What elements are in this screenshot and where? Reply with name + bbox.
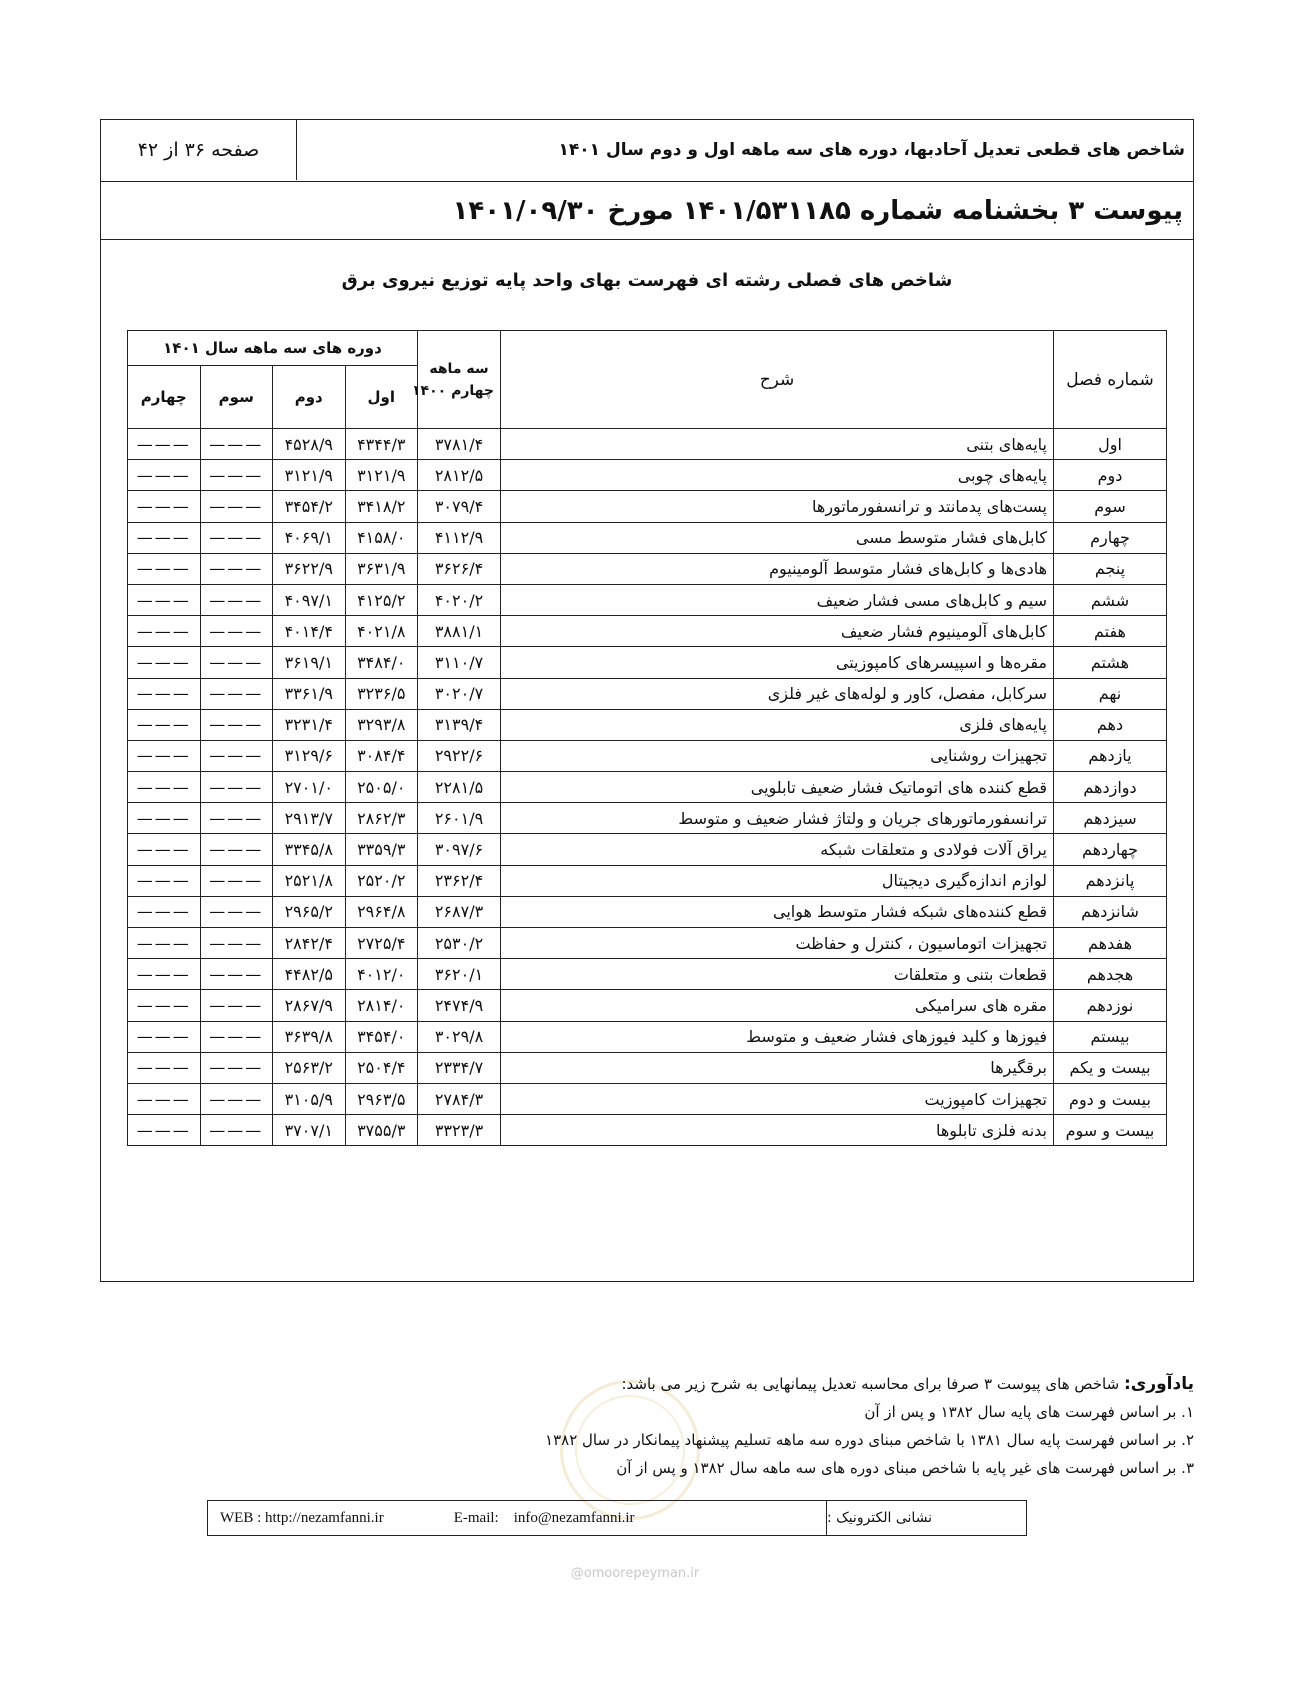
chapter-cell: نوزدهم: [1054, 990, 1167, 1021]
chapter-cell: ششم: [1054, 584, 1167, 615]
header-q1: اول: [345, 366, 418, 429]
document-frame: [100, 119, 1194, 1282]
q4-value-cell: ———: [128, 678, 201, 709]
q4-value-cell: ———: [128, 460, 201, 491]
q1-value-cell: ۴۳۴۴/۳: [345, 429, 418, 460]
description-cell: قطع کننده های اتوماتیک فشار ضعیف تابلویی: [501, 772, 1054, 803]
chapter-cell: بیستم: [1054, 1021, 1167, 1052]
chapter-cell: بیست و یکم: [1054, 1052, 1167, 1083]
base-value-cell: ۲۳۶۲/۴: [418, 865, 501, 896]
q3-value-cell: ———: [200, 429, 273, 460]
table-row: [128, 896, 1167, 927]
q1-value-cell: ۳۶۳۱/۹: [345, 553, 418, 584]
q3-value-cell: ———: [200, 522, 273, 553]
header-base-line2: چهارم ۱۴۰۰: [412, 382, 494, 399]
base-value-cell: ۳۶۲۶/۴: [418, 553, 501, 584]
q1-value-cell: ۲۵۲۰/۲: [345, 865, 418, 896]
table-row: [128, 865, 1167, 896]
contact-label: نشانی الکترونیک :: [826, 1501, 1026, 1535]
table-row: [128, 429, 1167, 460]
q2-value-cell: ۳۶۱۹/۱: [273, 647, 346, 678]
q2-value-cell: ۴۰۶۹/۱: [273, 522, 346, 553]
header-q4: چهارم: [128, 366, 201, 429]
q1-value-cell: ۲۹۶۳/۵: [345, 1083, 418, 1114]
chapter-cell: شانزدهم: [1054, 896, 1167, 927]
chapter-cell: دوم: [1054, 460, 1167, 491]
q4-value-cell: ———: [128, 584, 201, 615]
index-table: [127, 330, 1167, 1146]
base-value-cell: ۴۰۲۰/۲: [418, 584, 501, 615]
description-cell: تجهیزات روشنایی: [501, 740, 1054, 771]
notes-intro: شاخص های پیوست ۳ صرفا برای محاسبه تعدیل پیمانهایی به شرح زیر می باشد:: [621, 1375, 1120, 1393]
q3-value-cell: ———: [200, 803, 273, 834]
q4-value-cell: ———: [128, 1115, 201, 1146]
base-value-cell: ۲۲۸۱/۵: [418, 772, 501, 803]
chapter-cell: بیست و دوم: [1054, 1083, 1167, 1114]
chapter-cell: سیزدهم: [1054, 803, 1167, 834]
description-cell: پایه‌های فلزی: [501, 709, 1054, 740]
q4-value-cell: ———: [128, 647, 201, 678]
q4-value-cell: ———: [128, 491, 201, 522]
base-value-cell: ۴۱۱۲/۹: [418, 522, 501, 553]
table-row: [128, 678, 1167, 709]
table-row: [128, 584, 1167, 615]
base-value-cell: ۳۰۹۷/۶: [418, 834, 501, 865]
description-cell: پایه‌های بتنی: [501, 429, 1054, 460]
description-cell: تجهیزات اتوماسیون ، کنترل و حفاظت: [501, 928, 1054, 959]
q1-value-cell: ۲۵۰۴/۴: [345, 1052, 418, 1083]
q3-value-cell: ———: [200, 1021, 273, 1052]
table-row: [128, 740, 1167, 771]
table-row: [128, 1052, 1167, 1083]
q4-value-cell: ———: [128, 1083, 201, 1114]
description-cell: مقره های سرامیکی: [501, 990, 1054, 1021]
table-row: [128, 1083, 1167, 1114]
description-cell: کابل‌های فشار متوسط مسی: [501, 522, 1054, 553]
q1-value-cell: ۲۸۶۲/۳: [345, 803, 418, 834]
q1-value-cell: ۳۳۵۹/۳: [345, 834, 418, 865]
header-base-period: [412, 331, 501, 429]
q3-value-cell: ———: [200, 553, 273, 584]
chapter-cell: چهاردهم: [1054, 834, 1167, 865]
q2-value-cell: ۳۳۴۵/۸: [273, 834, 346, 865]
q2-value-cell: ۲۵۲۱/۸: [273, 865, 346, 896]
base-value-cell: ۳۸۸۱/۱: [418, 616, 501, 647]
q2-value-cell: ۴۴۸۲/۵: [273, 959, 346, 990]
description-cell: پایه‌های چوبی: [501, 460, 1054, 491]
q2-value-cell: ۳۴۵۴/۲: [273, 491, 346, 522]
chapter-cell: هفدهم: [1054, 928, 1167, 959]
table-row: [128, 709, 1167, 740]
q1-value-cell: ۳۴۱۸/۲: [345, 491, 418, 522]
q4-value-cell: ———: [128, 522, 201, 553]
header-row: [101, 120, 1193, 182]
base-value-cell: ۲۶۰۱/۹: [418, 803, 501, 834]
q3-value-cell: ———: [200, 1052, 273, 1083]
q1-value-cell: ۳۷۵۵/۳: [345, 1115, 418, 1146]
q2-value-cell: ۴۵۲۸/۹: [273, 429, 346, 460]
q3-value-cell: ———: [200, 740, 273, 771]
description-cell: سرکابل، مفصل، کاور و لوله‌های غیر فلزی: [501, 678, 1054, 709]
q4-value-cell: ———: [128, 553, 201, 584]
header-quarter-group: دوره های سه ماهه سال ۱۴۰۱: [128, 331, 418, 366]
base-value-cell: ۲۴۷۴/۹: [418, 990, 501, 1021]
q4-value-cell: ———: [128, 959, 201, 990]
description-cell: تجهیزات کامپوزیت: [501, 1083, 1054, 1114]
base-value-cell: ۲۹۲۲/۶: [418, 740, 501, 771]
q2-value-cell: ۲۵۶۳/۲: [273, 1052, 346, 1083]
q4-value-cell: ———: [128, 896, 201, 927]
q2-value-cell: ۳۶۲۲/۹: [273, 553, 346, 584]
table-row: [128, 460, 1167, 491]
table-row: [128, 928, 1167, 959]
q2-value-cell: ۴۰۹۷/۱: [273, 584, 346, 615]
q3-value-cell: ———: [200, 584, 273, 615]
q4-value-cell: ———: [128, 990, 201, 1021]
q1-value-cell: ۳۲۹۳/۸: [345, 709, 418, 740]
header-chapter: شماره فصل: [1054, 331, 1167, 429]
chapter-cell: پنجم: [1054, 553, 1167, 584]
table-row: [128, 803, 1167, 834]
table-row: [128, 491, 1167, 522]
description-cell: قطع کننده‌های شبکه فشار متوسط هوایی: [501, 896, 1054, 927]
q2-value-cell: ۲۸۶۷/۹: [273, 990, 346, 1021]
q2-value-cell: ۳۱۰۵/۹: [273, 1083, 346, 1114]
chapter-cell: نهم: [1054, 678, 1167, 709]
notes-intro-line: [294, 1370, 1194, 1398]
description-cell: بدنه فلزی تابلوها: [501, 1115, 1054, 1146]
chapter-cell: چهارم: [1054, 522, 1167, 553]
description-cell: یراق آلات فولادی و متعلقات شبکه: [501, 834, 1054, 865]
q4-value-cell: ———: [128, 709, 201, 740]
q3-value-cell: ———: [200, 834, 273, 865]
table-row: [128, 772, 1167, 803]
website-link[interactable]: WEB : http://nezamfanni.ir: [220, 1509, 384, 1526]
chapter-cell: پانزدهم: [1054, 865, 1167, 896]
table-row: [128, 1021, 1167, 1052]
notes-section: [294, 1370, 1194, 1482]
q4-value-cell: ———: [128, 772, 201, 803]
chapter-cell: سوم: [1054, 491, 1167, 522]
q1-value-cell: ۴۰۱۲/۰: [345, 959, 418, 990]
description-cell: فیوزها و کلید فیوزهای فشار ضعیف و متوسط: [501, 1021, 1054, 1052]
chapter-cell: دهم: [1054, 709, 1167, 740]
watermark-text: @omoorepeyman.ir: [570, 1566, 700, 1581]
q4-value-cell: ———: [128, 1021, 201, 1052]
table-row: [128, 522, 1167, 553]
q3-value-cell: ———: [200, 928, 273, 959]
q4-value-cell: ———: [128, 834, 201, 865]
notes-item-2: ۲. بر اساس فهرست پایه سال ۱۳۸۱ با شاخص مبنای دوره سه ماهه تسلیم پیشنهاد پیمانکار در سال ۱۳۸۲: [545, 1431, 1194, 1449]
description-cell: برقگیرها: [501, 1052, 1054, 1083]
q1-value-cell: ۲۷۲۵/۴: [345, 928, 418, 959]
q4-value-cell: ———: [128, 865, 201, 896]
document-title: شاخص های قطعی تعدیل آحادبها، دوره های سه ماهه اول و دوم سال ۱۴۰۱: [558, 140, 1185, 160]
q4-value-cell: ———: [128, 1052, 201, 1083]
notes-item-3: ۳. بر اساس فهرست های غیر پایه با شاخص مبنای دوره های سه ماهه سال ۱۳۸۲ و پس از آن: [616, 1459, 1194, 1477]
table-title: شاخص های فصلی رشته ای فهرست بهای واحد پایه توزیع نیروی برق: [341, 270, 953, 291]
q1-value-cell: ۳۴۸۴/۰: [345, 647, 418, 678]
q1-value-cell: ۴۱۵۸/۰: [345, 522, 418, 553]
chapter-cell: یازدهم: [1054, 740, 1167, 771]
description-cell: کابل‌های آلومینیوم فشار ضعیف: [501, 616, 1054, 647]
description-cell: هادی‌ها و کابل‌های فشار متوسط آلومینیوم: [501, 553, 1054, 584]
description-cell: سیم و کابل‌های مسی فشار ضعیف: [501, 584, 1054, 615]
base-value-cell: ۳۷۸۱/۴: [418, 429, 501, 460]
q2-value-cell: ۲۷۰۱/۰: [273, 772, 346, 803]
q1-value-cell: ۳۰۸۴/۴: [345, 740, 418, 771]
q2-value-cell: ۳۱۲۱/۹: [273, 460, 346, 491]
q4-value-cell: ———: [128, 740, 201, 771]
chapter-cell: هجدهم: [1054, 959, 1167, 990]
base-value-cell: ۲۷۸۴/۳: [418, 1083, 501, 1114]
table-body: [128, 429, 1167, 1146]
description-cell: مقره‌ها و اسپیسرهای کامپوزیتی: [501, 647, 1054, 678]
description-cell: قطعات بتنی و متعلقات: [501, 959, 1054, 990]
q3-value-cell: ———: [200, 1083, 273, 1114]
description-cell: ترانسفورماتورهای جریان و ولتاژ فشار ضعیف و متوسط: [501, 803, 1054, 834]
appendix-title: پیوست ۳ بخشنامه شماره ۱۴۰۱/۵۳۱۱۸۵ مورخ ۱۴۰۱/۰۹/۳۰: [101, 182, 1193, 240]
q1-value-cell: ۲۵۰۵/۰: [345, 772, 418, 803]
q1-value-cell: ۳۲۳۶/۵: [345, 678, 418, 709]
q3-value-cell: ———: [200, 647, 273, 678]
notes-label: یادآوری:: [1123, 1374, 1194, 1394]
base-value-cell: ۲۳۳۴/۷: [418, 1052, 501, 1083]
base-value-cell: ۲۶۸۷/۳: [418, 896, 501, 927]
base-value-cell: ۳۰۷۹/۴: [418, 491, 501, 522]
chapter-cell: اول: [1054, 429, 1167, 460]
table-row: [128, 959, 1167, 990]
q3-value-cell: ———: [200, 460, 273, 491]
q2-value-cell: ۳۱۲۹/۶: [273, 740, 346, 771]
header-base-line1: سه ماهه: [429, 360, 489, 377]
table-row: [128, 553, 1167, 584]
contact-values: [208, 1501, 826, 1535]
table-row: [128, 616, 1167, 647]
table-row: [128, 834, 1167, 865]
q3-value-cell: ———: [200, 990, 273, 1021]
header-q3: سوم: [200, 366, 273, 429]
q2-value-cell: ۳۳۶۱/۹: [273, 678, 346, 709]
q3-value-cell: ———: [200, 616, 273, 647]
base-value-cell: ۲۵۳۰/۲: [418, 928, 501, 959]
table-row: [128, 1115, 1167, 1146]
header-q2: دوم: [273, 366, 346, 429]
q1-value-cell: ۳۱۲۱/۹: [345, 460, 418, 491]
base-value-cell: ۲۸۱۲/۵: [418, 460, 501, 491]
q2-value-cell: ۳۲۳۱/۴: [273, 709, 346, 740]
q3-value-cell: ———: [200, 491, 273, 522]
q1-value-cell: ۲۸۱۴/۰: [345, 990, 418, 1021]
base-value-cell: ۳۳۲۳/۳: [418, 1115, 501, 1146]
contact-box: [207, 1500, 1027, 1536]
q1-value-cell: ۴۱۲۵/۲: [345, 584, 418, 615]
q2-value-cell: ۴۰۱۴/۴: [273, 616, 346, 647]
description-cell: لوازم اندازه‌گیری دیجیتال: [501, 865, 1054, 896]
email-link[interactable]: E-mail: info@nezamfanni.ir: [453, 1509, 635, 1526]
base-value-cell: ۳۶۲۰/۱: [418, 959, 501, 990]
base-value-cell: ۳۰۲۹/۸: [418, 1021, 501, 1052]
q3-value-cell: ———: [200, 959, 273, 990]
q3-value-cell: ———: [200, 896, 273, 927]
description-cell: پست‌های پدمانتد و ترانسفورماتورها: [501, 491, 1054, 522]
q4-value-cell: ———: [128, 616, 201, 647]
q3-value-cell: ———: [200, 865, 273, 896]
base-value-cell: ۳۱۳۹/۴: [418, 709, 501, 740]
q3-value-cell: ———: [200, 1115, 273, 1146]
page-number: صفحه ۳۶ از ۴۲: [101, 120, 297, 180]
q2-value-cell: ۲۸۴۲/۴: [273, 928, 346, 959]
notes-item-1: ۱. بر اساس فهرست های پایه سال ۱۳۸۲ و پس از آن: [864, 1403, 1194, 1421]
q2-value-cell: ۳۷۰۷/۱: [273, 1115, 346, 1146]
q1-value-cell: ۴۰۲۱/۸: [345, 616, 418, 647]
chapter-cell: دوازدهم: [1054, 772, 1167, 803]
chapter-cell: هشتم: [1054, 647, 1167, 678]
q3-value-cell: ———: [200, 709, 273, 740]
q4-value-cell: ———: [128, 803, 201, 834]
q1-value-cell: ۲۹۶۴/۸: [345, 896, 418, 927]
chapter-cell: هفتم: [1054, 616, 1167, 647]
base-value-cell: ۳۱۱۰/۷: [418, 647, 501, 678]
q2-value-cell: ۲۹۶۵/۲: [273, 896, 346, 927]
q4-value-cell: ———: [128, 928, 201, 959]
q2-value-cell: ۲۹۱۳/۷: [273, 803, 346, 834]
table-row: [128, 647, 1167, 678]
table-row: [128, 990, 1167, 1021]
q4-value-cell: ———: [128, 429, 201, 460]
base-value-cell: ۳۰۲۰/۷: [418, 678, 501, 709]
q2-value-cell: ۳۶۳۹/۸: [273, 1021, 346, 1052]
q1-value-cell: ۳۴۵۴/۰: [345, 1021, 418, 1052]
header-description: شرح: [501, 331, 1054, 429]
q3-value-cell: ———: [200, 772, 273, 803]
q3-value-cell: ———: [200, 678, 273, 709]
chapter-cell: بیست و سوم: [1054, 1115, 1167, 1146]
